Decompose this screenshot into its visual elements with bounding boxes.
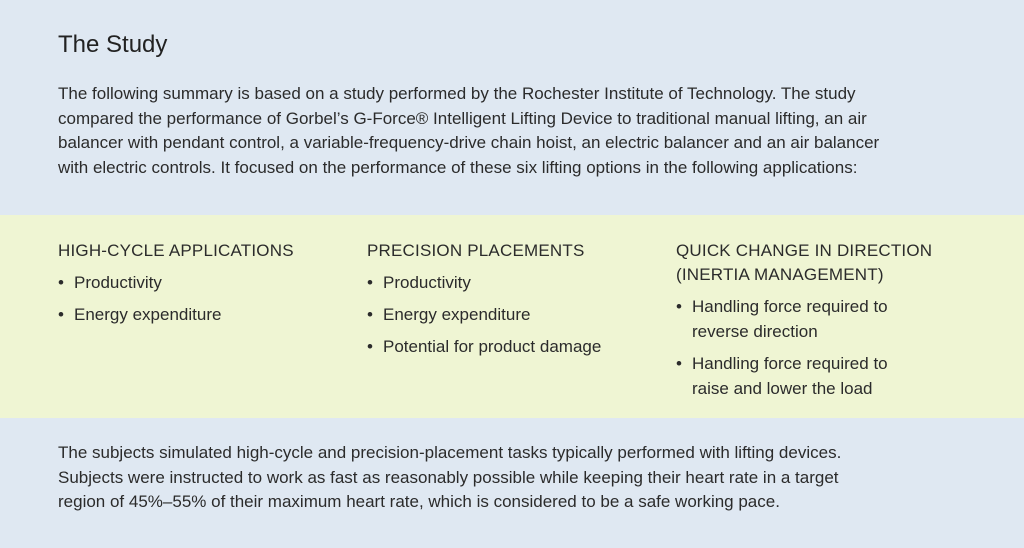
bullet-item: • Energy expenditure (58, 302, 358, 327)
column-heading: QUICK CHANGE IN DIRECTION (INERTIA MANAGEMENT) (676, 241, 933, 284)
outro-line: The subjects simulated high-cycle and precision-placement tasks typically performed with lifting devices. (58, 443, 842, 462)
column-heading: HIGH-CYCLE APPLICATIONS (58, 241, 294, 260)
bullet-item: • Productivity (367, 270, 667, 295)
page-title: The Study (58, 31, 168, 58)
intro-line: with electric controls. It focused on the performance of these six lifting options in the following applications: (58, 157, 858, 177)
outro-paragraph (58, 441, 841, 515)
column-quick-change (676, 239, 956, 408)
bullet-item: • Potential for product damage (367, 334, 667, 359)
intro-section (0, 0, 1024, 215)
bullet-item: • Handling force required to reverse direction (676, 294, 906, 344)
intro-line: balancer with pendant control, a variable-frequency-drive chain hoist, an electric balancer and an air balancer (58, 133, 880, 153)
column-precision (367, 239, 667, 366)
outro-line: Subjects were instructed to work as fast as reasonably possible while keeping their heart rate in a target (58, 467, 839, 487)
column-heading: PRECISION PLACEMENTS (367, 241, 585, 260)
intro-paragraph (58, 82, 879, 180)
applications-band (0, 215, 1024, 418)
outro-line: region of 45%–55% of their maximum heart rate, which is considered to be a safe working pace. (58, 492, 780, 512)
column-high-cycle (58, 239, 358, 334)
bullet-item: • Energy expenditure (367, 302, 667, 327)
intro-line: compared the performance of Gorbel’s G-Force® Intelligent Lifting Device to traditional manual lifting, an air (58, 108, 867, 128)
bullet-item: • Handling force required to raise and lower the load (676, 351, 926, 401)
bullet-item: • Productivity (58, 270, 358, 295)
intro-line: The following summary is based on a study performed by the Rochester Institute of Technology. The study (58, 84, 856, 103)
